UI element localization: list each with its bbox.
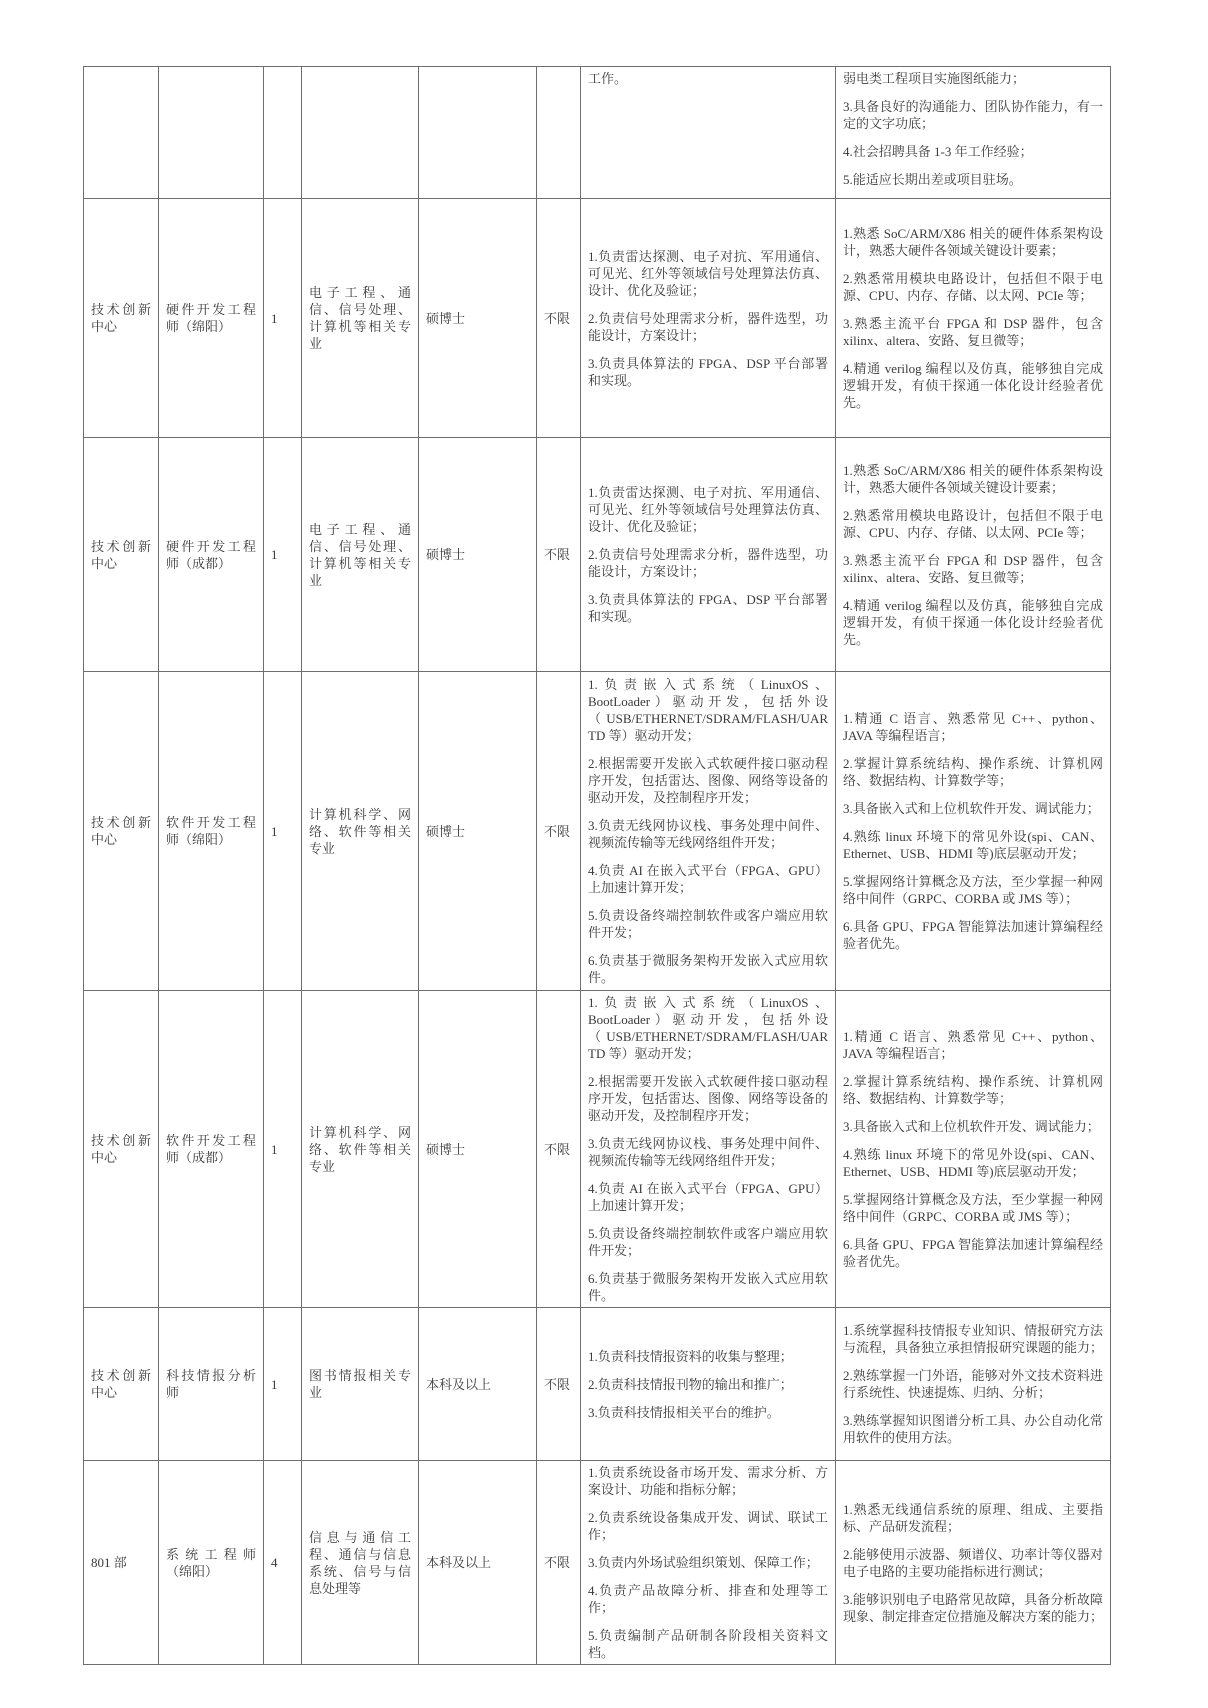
requirement-item: 2.掌握计算系统结构、操作系统、计算机网络、数据结构、计算数学等； <box>843 756 1103 788</box>
requirement-item: 1.系统掌握科技情报专业知识、情报研究方法与流程，具备独立承担情报研究课题的能力； <box>843 1323 1104 1355</box>
cell-education: 硕博士 <box>419 199 537 438</box>
cell-requirements <box>836 672 1111 991</box>
cell-major: 电子工程、通信、信号处理、计算机等相关专业 <box>302 199 419 438</box>
requirement-item: 6.具备 GPU、FPGA 智能算法加速计算编程经验者优先。 <box>843 1237 1103 1269</box>
cell-position: 软件开发工程师（绵阳） <box>159 672 264 991</box>
duty-item: 1.负责雷达探测、电子对抗、军用通信、可见光、红外等领域信号处理算法仿真、设计、优化及验证； <box>588 248 828 298</box>
cell-position: 硬件开发工程师（成都） <box>159 438 264 672</box>
requirement-item: 3.具备嵌入式和上位机软件开发、调试能力； <box>843 1119 1100 1134</box>
table-row <box>84 1308 1111 1461</box>
cell-requirements <box>836 991 1111 1308</box>
cell-headcount: 4 <box>264 1461 302 1665</box>
cell-education: 本科及以上 <box>419 1461 537 1665</box>
cell-age-limit: 不限 <box>537 672 581 991</box>
duty-item: 5.负责编制产品研制各阶段相关资料文档。 <box>588 1628 828 1660</box>
table-row <box>84 672 1111 991</box>
cell-department: 技术创新中心 <box>84 672 159 991</box>
cell-major: 计算机科学、网络、软件等相关专业 <box>302 672 419 991</box>
duty-item: 2.负责信号处理需求分析，器件选型，功能设计，方案设计； <box>588 547 828 579</box>
cell-headcount: 1 <box>264 1308 302 1461</box>
cell-duties <box>581 199 836 438</box>
requirement-item: 2.熟悉常用模块电路设计，包括但不限于电源、CPU、内存、存储、以太网、PCIe 等； <box>843 507 1103 540</box>
cell-major: 计算机科学、网络、软件等相关专业 <box>302 991 419 1308</box>
cell-headcount: 1 <box>264 199 302 438</box>
cell-education: 硕博士 <box>419 672 537 991</box>
duty-item: 4.负责产品故障分析、排查和处理等工作； <box>588 1583 828 1615</box>
duty-item: 2.根据需要开发嵌入式软硬件接口驱动程序开发，包括雷达、图像、网络等设备的驱动开发，及控制程序开发； <box>588 1074 828 1123</box>
cell-age-limit: 不限 <box>537 1461 581 1665</box>
requirement-item: 1.熟悉 SoC/ARM/X86 相关的硬件体系架构设计，熟悉大硬件各领域关键设计要素； <box>843 462 1103 495</box>
cell-education: 本科及以上 <box>419 1308 537 1461</box>
cell-department: 技术创新中心 <box>84 438 159 672</box>
duty-item: 3.负责无线网协议栈、事务处理中间件、视频流传输等无线网络组件开发； <box>588 1136 828 1168</box>
requirement-item: 3.熟练掌握知识图谱分析工具、办公自动化常用软件的使用方法。 <box>843 1413 1103 1445</box>
cell-duties <box>581 438 836 672</box>
job-table-body <box>84 67 1111 1665</box>
requirement-item: 1.精通 C 语言、熟悉常见 C++、python、JAVA 等编程语言； <box>843 1029 1103 1061</box>
cell-major <box>302 67 419 199</box>
cell-position: 软件开发工程师（成都） <box>159 991 264 1308</box>
requirement-item: 4.精通 verilog 编程以及仿真，能够独自完成逻辑开发，有侦干探通一体化设计经验者优先。 <box>843 597 1103 647</box>
requirement-item: 2.能够使用示波器、频谱仪、功率计等仪器对电子电路的主要功能指标进行测试； <box>843 1546 1103 1579</box>
requirement-item: 2.熟练掌握一门外语，能够对外文技术资料进行系统性、快速提炼、归纳、分析； <box>843 1368 1103 1400</box>
duty-item: 6.负责基于微服务架构开发嵌入式应用软件。 <box>588 953 828 985</box>
requirement-item: 5.掌握网络计算概念及方法，至少掌握一种网络中间件（GRPC、CORBA 或 JMS 等）； <box>843 874 1103 906</box>
cell-department <box>84 67 159 199</box>
duty-item: 3.负责具体算法的 FPGA、DSP 平台部署和实现。 <box>588 355 828 388</box>
cell-position: 科技情报分析师 <box>159 1308 264 1461</box>
cell-age-limit: 不限 <box>537 1308 581 1461</box>
duty-item: 3.负责内外场试验组织策划、保障工作； <box>588 1555 819 1570</box>
cell-position <box>159 67 264 199</box>
cell-department: 技术创新中心 <box>84 1308 159 1461</box>
requirement-item: 5.能适应长期出差或项目驻场。 <box>843 172 1022 187</box>
cell-department: 技术创新中心 <box>84 991 159 1308</box>
duty-item: 1.负责嵌入式系统（LinuxOS、BootLoader）驱动开发，包括外设（USB/ETHERNET/SDRAM/FLASH/UARTD 等）驱动开发； <box>588 677 828 743</box>
requirement-item: 3.能够识别电子电路常见故障，具备分析故障现象、制定排查定位措施及解决方案的能力； <box>843 1591 1104 1624</box>
cell-headcount <box>264 67 302 199</box>
cell-education: 硕博士 <box>419 991 537 1308</box>
cell-headcount: 1 <box>264 438 302 672</box>
duty-item: 1.负责科技情报资料的收集与整理； <box>588 1348 793 1364</box>
table-row <box>84 991 1111 1308</box>
cell-requirements <box>836 67 1111 199</box>
cell-education <box>419 67 537 199</box>
cell-requirements <box>836 199 1111 438</box>
cell-duties <box>581 672 836 991</box>
requirement-item: 3.具备嵌入式和上位机软件开发、调试能力； <box>843 801 1100 816</box>
duty-item: 工作。 <box>588 71 628 86</box>
cell-duties <box>581 1308 836 1461</box>
job-table <box>83 66 1111 1665</box>
cell-age-limit: 不限 <box>537 438 581 672</box>
requirement-item: 1.熟悉 SoC/ARM/X86 相关的硬件体系架构设计，熟悉大硬件各领域关键设计要素； <box>843 226 1103 258</box>
duty-item: 5.负责设备终端控制软件或客户端应用软件开发； <box>588 1226 828 1258</box>
cell-age-limit: 不限 <box>537 991 581 1308</box>
cell-major: 信息与通信工程、通信与信息系统、信号与信息处理等 <box>302 1461 419 1665</box>
duty-item: 3.负责具体算法的 FPGA、DSP 平台部署和实现。 <box>588 592 828 624</box>
requirement-item: 4.熟练 linux 环境下的常见外设(spi、CAN、Ethernet、USB、HDMI 等)底层驱动开发； <box>843 1147 1103 1179</box>
cell-position: 硬件开发工程师（绵阳） <box>159 199 264 438</box>
duty-item: 3.负责无线网协议栈、事务处理中间件、视频流传输等无线网络组件开发； <box>588 818 828 850</box>
duty-item: 2.负责系统设备集成开发、调试、联试工作； <box>588 1510 828 1542</box>
requirement-item: 2.熟悉常用模块电路设计，包括但不限于电源、CPU、内存、存储、以太网、PCIe 等； <box>843 271 1103 303</box>
cell-headcount: 1 <box>264 672 302 991</box>
cell-major: 图书情报相关专业 <box>302 1308 419 1461</box>
cell-headcount: 1 <box>264 991 302 1308</box>
cell-requirements <box>836 1308 1111 1461</box>
table-row <box>84 438 1111 672</box>
table-row <box>84 67 1111 199</box>
duty-item: 1.负责系统设备市场开发、需求分析、方案设计、功能和指标分解； <box>588 1465 828 1497</box>
duty-item: 2.负责信号处理需求分析，器件选型，功能设计，方案设计； <box>588 310 828 343</box>
requirement-item: 4.社会招聘具备 1-3 年工作经验； <box>843 144 1033 159</box>
requirement-item: 1.熟悉无线通信系统的原理、组成、主要指标、产品研发流程； <box>843 1501 1103 1534</box>
table-row <box>84 1461 1111 1665</box>
cell-requirements <box>836 438 1111 672</box>
duty-item: 4.负责 AI 在嵌入式平台（FPGA、GPU）上加速计算开发； <box>588 863 828 895</box>
cell-age-limit <box>537 67 581 199</box>
requirement-item: 6.具备 GPU、FPGA 智能算法加速计算编程经验者优先。 <box>843 919 1103 951</box>
cell-age-limit: 不限 <box>537 199 581 438</box>
requirement-item: 1.精通 C 语言、熟悉常见 C++、python、JAVA 等编程语言； <box>843 711 1103 743</box>
cell-department: 技术创新中心 <box>84 199 159 438</box>
duty-item: 4.负责 AI 在嵌入式平台（FPGA、GPU）上加速计算开发； <box>588 1181 828 1213</box>
cell-duties <box>581 991 836 1308</box>
cell-duties <box>581 67 836 199</box>
requirement-item: 4.精通 verilog 编程以及仿真，能够独自完成逻辑开发，有侦干探通一体化设计经验者优先。 <box>843 361 1103 410</box>
requirement-item: 3.具备良好的沟通能力、团队协作能力，有一定的文字功底； <box>843 99 1103 131</box>
duty-item: 5.负责设备终端控制软件或客户端应用软件开发； <box>588 908 828 940</box>
requirement-item: 3.熟悉主流平台 FPGA 和 DSP 器件，包含 xilinx、altera、安路、复旦微等； <box>843 316 1103 348</box>
requirement-item: 2.掌握计算系统结构、操作系统、计算机网络、数据结构、计算数学等； <box>843 1074 1103 1106</box>
requirement-item: 弱电类工程项目实施图纸能力； <box>843 71 1026 86</box>
duty-item: 1.负责嵌入式系统（LinuxOS、BootLoader）驱动开发，包括外设（USB/ETHERNET/SDRAM/FLASH/UARTD 等）驱动开发； <box>588 995 828 1061</box>
duty-item: 6.负责基于微服务架构开发嵌入式应用软件。 <box>588 1271 828 1303</box>
requirement-item: 5.掌握网络计算概念及方法，至少掌握一种网络中间件（GRPC、CORBA 或 JMS 等）； <box>843 1192 1103 1224</box>
duty-item: 2.负责科技情报刊物的输出和推广； <box>588 1376 793 1392</box>
cell-department: 801 部 <box>84 1461 159 1665</box>
cell-major: 电子工程、通信、信号处理、计算机等相关专业 <box>302 438 419 672</box>
duty-item: 3.负责科技情报相关平台的维护。 <box>588 1404 780 1420</box>
requirement-item: 3.熟悉主流平台 FPGA 和 DSP 器件，包含 xilinx、altera、安路、复旦微等； <box>843 552 1103 585</box>
duty-item: 2.根据需要开发嵌入式软硬件接口驱动程序开发，包括雷达、图像、网络等设备的驱动开发，及控制程序开发； <box>588 756 828 805</box>
duty-item: 1.负责雷达探测、电子对抗、军用通信、可见光、红外等领域信号处理算法仿真、设计、优化及验证； <box>588 485 828 534</box>
cell-requirements <box>836 1461 1111 1665</box>
cell-position: 系统工程师（绵阳） <box>159 1461 264 1665</box>
cell-education: 硕博士 <box>419 438 537 672</box>
requirement-item: 4.熟练 linux 环境下的常见外设(spi、CAN、Ethernet、USB、HDMI 等)底层驱动开发； <box>843 829 1103 861</box>
table-row <box>84 199 1111 438</box>
cell-duties <box>581 1461 836 1665</box>
